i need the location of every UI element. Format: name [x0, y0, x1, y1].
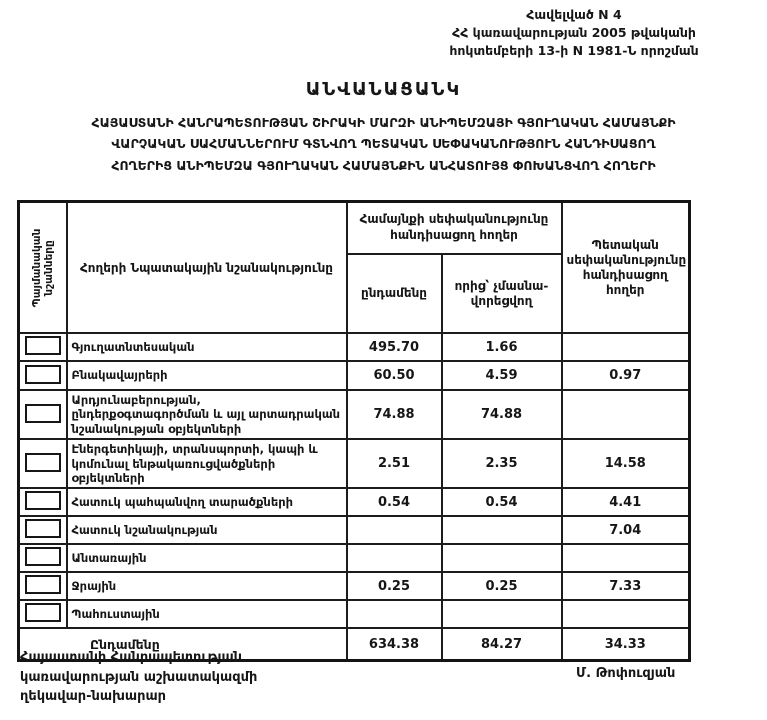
table-row [19, 544, 690, 572]
value-total: 74.88 [347, 390, 442, 439]
value-state [562, 390, 690, 439]
table-row [19, 600, 690, 628]
page-title: ԱՆՎԱՆԱՑԱՆԿ [305, 79, 462, 100]
subtitle-line-3: ՀՈՂԵՐԻՑ ԱՆԻՊԵՄԶԱ ԳՅՈՒՂԱԿԱՆ ՀԱՄԱՅՆՔԻՆ ԱՆՀԱՏՈՒՅՑ ՓՈԽԱՆՑՎՈՂ ՀՈՂԵՐԻ [111, 157, 656, 173]
legend-box-icon [25, 519, 61, 538]
legend-box-icon [25, 404, 61, 423]
symbol-cell [19, 333, 67, 361]
value-of-which: 2.35 [442, 439, 562, 488]
table-row [19, 439, 690, 488]
column-header-state: Պետական սեփականությունը հանդիսացող հողեր [562, 202, 690, 334]
value-total: 60.50 [347, 361, 442, 390]
symbol-cell [19, 390, 67, 439]
legend-box-icon [25, 603, 61, 622]
document-subtitle [10, 112, 757, 176]
value-of-which: 74.88 [442, 390, 562, 439]
legend-box-icon [25, 365, 61, 384]
value-state: 14.58 [562, 439, 690, 488]
symbol-cell [19, 544, 67, 572]
table-row [19, 572, 690, 600]
value-total [347, 516, 442, 544]
symbol-cell [19, 516, 67, 544]
value-total: 495.70 [347, 333, 442, 361]
total-value-state: 34.33 [562, 628, 690, 661]
table-row [19, 361, 690, 390]
value-of-which [442, 600, 562, 628]
value-state: 7.04 [562, 516, 690, 544]
total-label: Ընդամենը [19, 628, 347, 661]
land-category: Բնակավայրերի [67, 361, 347, 390]
legend-box-icon [25, 336, 61, 355]
value-of-which [442, 516, 562, 544]
value-of-which: 4.59 [442, 361, 562, 390]
land-category: Անտառային [67, 544, 347, 572]
signatory-title-block [20, 648, 257, 707]
column-header-symbols [19, 202, 67, 334]
value-total: 0.25 [347, 572, 442, 600]
legend-box-icon [25, 575, 61, 594]
column-group-community: Համայնքի սեփականությունը հանդիսացող հողեր [347, 202, 562, 255]
value-of-which: 0.25 [442, 572, 562, 600]
value-state [562, 333, 690, 361]
legend-box-icon [25, 453, 61, 472]
table-row [19, 516, 690, 544]
value-of-which [442, 544, 562, 572]
total-value-total: 634.38 [347, 628, 442, 661]
symbol-cell [19, 361, 67, 390]
land-category: Գյուղատնտեսական [67, 333, 347, 361]
symbol-cell [19, 439, 67, 488]
column-header-total: ընդամենը [347, 254, 442, 333]
land-category: Արդյունաբերության, ընդերքօգտագործման և այլ արտադրական նշանակության օբյեկտների [67, 390, 347, 439]
legend-box-icon [25, 547, 61, 566]
value-state [562, 544, 690, 572]
column-header-purpose: Հողերի Նպատակային նշանակությունը [67, 202, 347, 334]
annex-line-1: Հավելված N 4 [526, 7, 622, 22]
symbol-cell [19, 572, 67, 600]
column-header-symbols-label: Պայմանական նշանները [30, 228, 55, 307]
subtitle-line-2: ՎԱՐՉԱԿԱՆ ՍԱՀՄԱՆՆԵՐՈՒՄ ԳՏՆՎՈՂ ՊԵՏԱԿԱՆ ՍԵՓԱԿԱՆՈՒԹՅՈՒՆ ՀԱՆԴԻՍԱՑՈՂ [111, 136, 656, 152]
value-total: 2.51 [347, 439, 442, 488]
value-state: 7.33 [562, 572, 690, 600]
symbol-cell [19, 488, 67, 516]
land-transfer-table [17, 200, 691, 662]
column-header-of-which: որից՝ չմասնա-վորեցվող [442, 254, 562, 333]
table-row [19, 333, 690, 361]
annex-line-2: ՀՀ կառավարության 2005 թվականի [452, 25, 696, 41]
subtitle-line-1: ՀԱՅԱՍՏԱՆԻ ՀԱՆՐԱՊԵՏՈՒԹՅԱՆ ՇԻՐԱԿԻ ՄԱՐԶԻ ԱՆԻՊԵՄԶԱՅԻ ԳՅՈՒՂԱԿԱՆ ՀԱՄԱՅՆՔԻ [91, 115, 676, 130]
signatory-title-line-3: ղեկավար-նախարար [20, 689, 167, 704]
symbol-cell [19, 600, 67, 628]
land-category: Հատուկ նշանակության [67, 516, 347, 544]
table-row [19, 488, 690, 516]
land-category: Էներգետիկայի, տրանսպորտի, կապի և կոմունալ ենթակառուցվածքների օբյեկտների [67, 439, 347, 488]
value-state [562, 600, 690, 628]
land-category: Պահուստային [67, 600, 347, 628]
land-category: Ջրային [67, 572, 347, 600]
table-header-group-row [19, 202, 690, 255]
table-row [19, 390, 690, 439]
legend-box-icon [25, 491, 61, 510]
signatory-title-line-1: Հայաստանի Հանրապետության [20, 650, 243, 665]
value-total: 0.54 [347, 488, 442, 516]
total-value-of-which: 84.27 [442, 628, 562, 661]
signatory-title-line-2: կառավարության աշխատակազմի [20, 669, 258, 685]
signatory-name: Մ. Թոփուզյան [576, 666, 676, 681]
value-of-which: 1.66 [442, 333, 562, 361]
annex-reference [388, 6, 760, 60]
value-total [347, 544, 442, 572]
land-category: Հատուկ պահպանվող տարածքների [67, 488, 347, 516]
value-state: 0.97 [562, 361, 690, 390]
value-total [347, 600, 442, 628]
value-of-which: 0.54 [442, 488, 562, 516]
annex-line-3: հոկտեմբերի 13-ի N 1981-Ն որոշման [449, 43, 699, 59]
value-state: 4.41 [562, 488, 690, 516]
